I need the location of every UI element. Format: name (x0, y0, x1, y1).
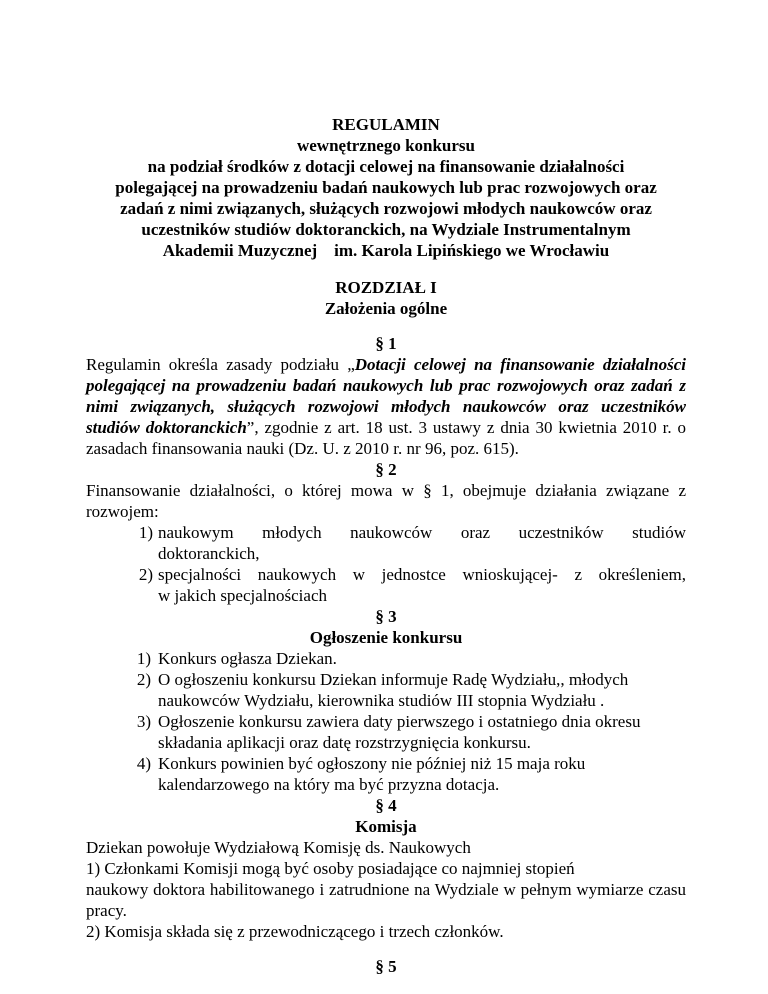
list-item (86, 711, 686, 753)
document-title (86, 114, 686, 261)
section-4-point-1-rest: naukowy doktora habilitowanego i zatrudnione na Wydziale w pełnym wymiarze czasu pracy. (86, 880, 686, 920)
title-line: uczestników studiów doktoranckich, na Wydziale Instrumentalnym (141, 220, 631, 239)
section-4-mark: § 4 (375, 796, 397, 815)
section-2-list (86, 522, 686, 606)
list-item-number: 4) (136, 754, 151, 773)
list-item (86, 753, 686, 795)
chapter-subtitle: Założenia ogólne (324, 299, 448, 318)
section-3-list (86, 648, 686, 795)
section-2-mark: § 2 (375, 460, 397, 479)
list-item-text: naukowym młodych naukowców oraz uczestników studiów (158, 523, 686, 542)
list-item-number: 1) (138, 523, 153, 542)
title-line: zadań z nimi związanych, służących rozwojowi młodych naukowców oraz (120, 199, 652, 218)
section-1-mark: § 1 (375, 334, 397, 353)
list-item-number: 2) (136, 670, 151, 689)
section-4-intro: Dziekan powołuje Wydziałową Komisję ds. Naukowych (86, 838, 471, 857)
title-line: Akademii Muzycznej im. Karola Lipińskiego we Wrocławiu (162, 241, 610, 260)
list-item-number: 2) (138, 565, 153, 584)
list-item (86, 669, 686, 711)
section-2-intro: Finansowanie działalności, o której mowa w § 1, obejmuje działania związane z rozwojem: (86, 481, 686, 521)
title-line: wewnętrznego konkursu (296, 136, 476, 155)
section-4-point-1-first: 1) Członkami Komisji mogą być osoby posiadające co najmniej stopień (86, 859, 575, 878)
list-item-text: O ogłoszeniu konkursu Dziekan informuje Radę Wydziału,, młodych naukowców Wydziału, kierownika studiów III stopnia Wydziału . (158, 670, 629, 710)
title-heading: REGULAMIN (332, 115, 440, 134)
section-5-mark: § 5 (375, 957, 397, 976)
list-item-continuation (86, 585, 686, 606)
section-1-emphasis: Dotacji celowej na finansowanie działalności polegającej na prowadzeniu badań naukowych lub prac rozwojowych oraz zadań z nimi związanych, służących rozwojowi młodych naukowców oraz uczestników studiów doktoranckich (86, 355, 686, 437)
section-1-paragraph (86, 354, 686, 459)
list-item-text: Ogłoszenie konkursu zawiera daty pierwszego i ostatniego dnia okresu składania aplikacji oraz datę rozstrzygnięcia konkursu. (158, 712, 641, 752)
list-item-text: Konkurs ogłasza Dziekan. (158, 649, 337, 668)
section-4-heading: Komisja (355, 817, 417, 836)
title-line: polegającej na prowadzeniu badań naukowych lub prac rozwojowych oraz (115, 178, 657, 197)
list-item-text: Konkurs powinien być ogłoszony nie później niż 15 maja roku kalendarzowego na który ma być przyzna dotacja. (158, 754, 586, 794)
section-1-intro: Regulamin określa zasady podziału „ (86, 355, 355, 374)
list-item (86, 564, 686, 585)
list-item-text: doktoranckich, (158, 544, 260, 563)
title-line: na podział środków z dotacji celowej na finansowanie działalności (147, 157, 625, 176)
section-4-point-2: 2) Komisja składa się z przewodniczącego i trzech członków. (86, 922, 504, 941)
document-page (86, 114, 686, 977)
list-item-text: specjalności naukowych w jednostce wnioskującej- z określeniem, (158, 565, 686, 584)
list-item-text: w jakich specjalnościach (158, 586, 327, 605)
chapter-label: ROZDZIAŁ I (335, 278, 437, 297)
list-item-number: 1) (136, 649, 151, 668)
list-item (86, 648, 686, 669)
list-item-continuation (86, 543, 686, 564)
section-3-mark: § 3 (375, 607, 397, 626)
list-item-number: 3) (136, 712, 151, 731)
section-3-heading: Ogłoszenie konkursu (309, 628, 463, 647)
list-item (86, 522, 686, 543)
section-1-rest: ”, zgodnie z art. 18 ust. 3 ustawy z dnia 30 kwietnia 2010 r. o zasadach finansowania nauki (Dz. U. z 2010 r. nr 96, poz. 615). (86, 418, 686, 458)
